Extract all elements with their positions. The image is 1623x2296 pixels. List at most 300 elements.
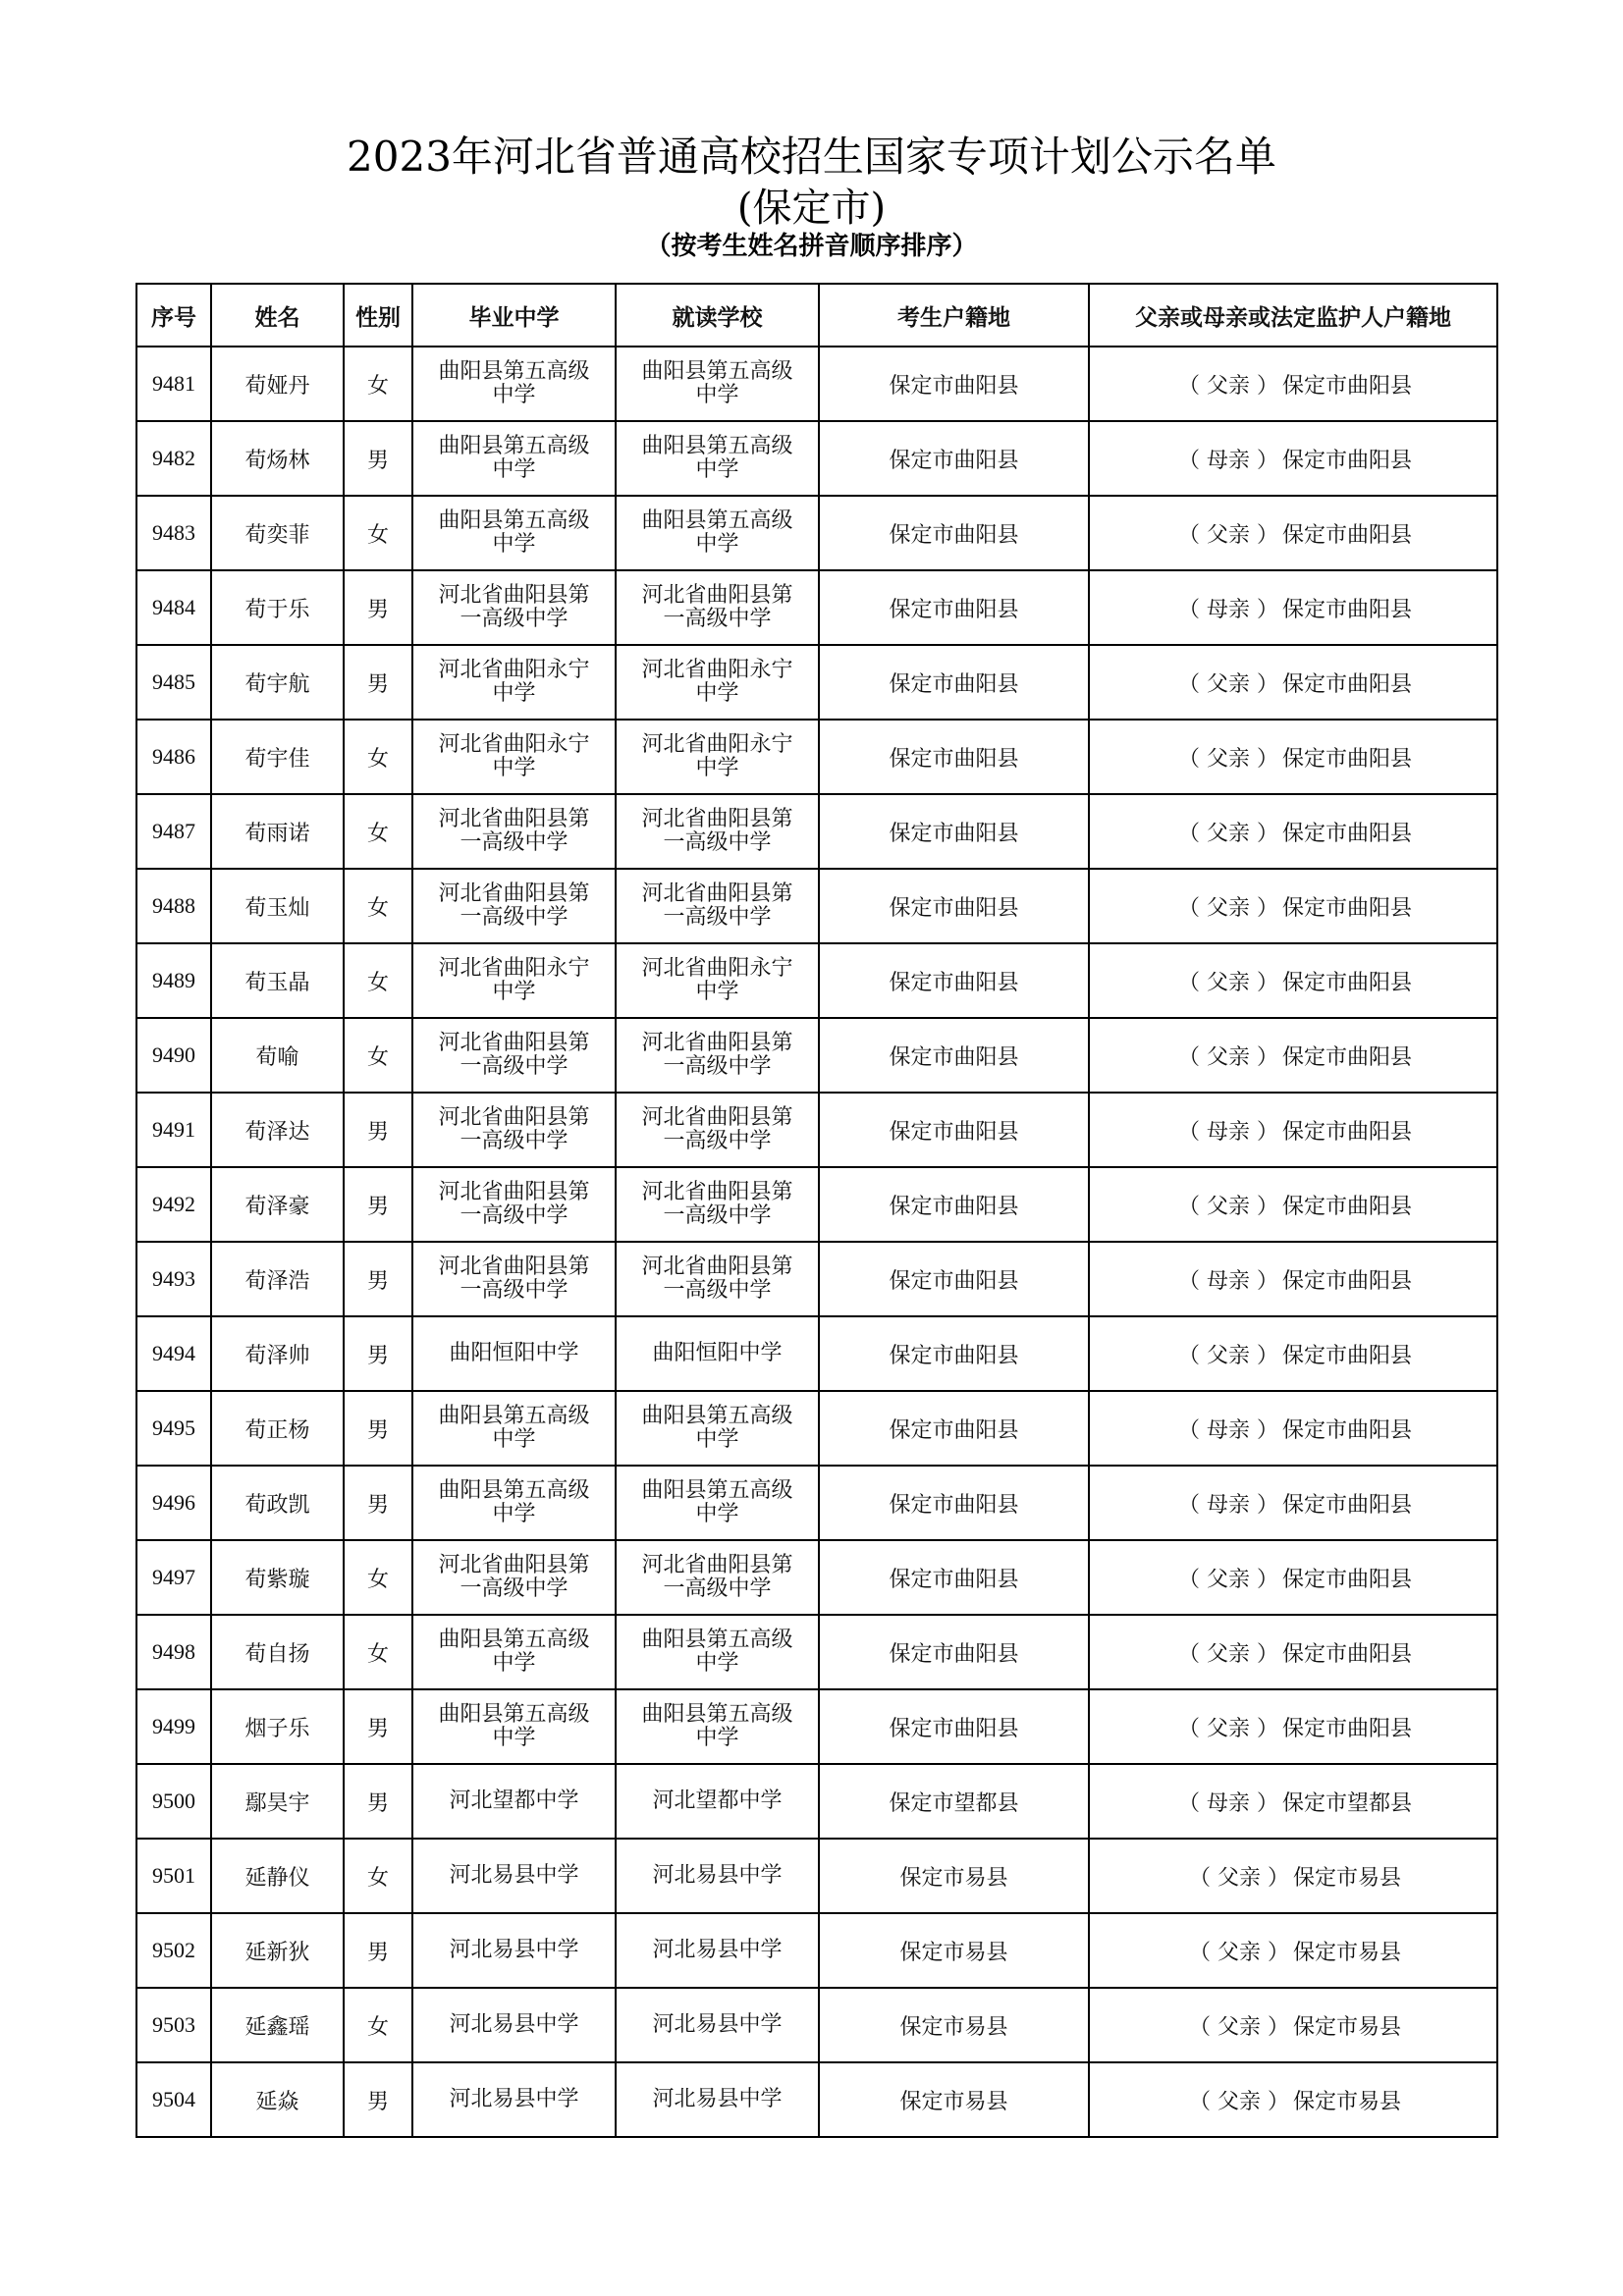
guardian-residence-cell (1089, 1391, 1497, 1466)
grad-school-cell-line: 一高级中学 (460, 905, 568, 930)
gender-cell: 女 (344, 1540, 412, 1615)
current-school-cell (616, 1764, 819, 1839)
seq-cell: 9488 (136, 869, 211, 943)
residence-cell: 保定市曲阳县 (819, 1391, 1089, 1466)
table-row (136, 1391, 1497, 1466)
guardian-relation: （ 父亲 ） (1177, 1343, 1278, 1368)
residence-cell: 保定市曲阳县 (819, 1540, 1089, 1615)
grad-school-cell-line: 河北省曲阳永宁 (438, 658, 590, 682)
table-row (136, 1540, 1497, 1615)
current-school-cell-line: 中学 (695, 980, 739, 1004)
current-school-cell-line: 中学 (695, 681, 739, 706)
guardian-place: 保定市曲阳县 (1281, 1567, 1412, 1592)
seq-cell: 9496 (136, 1466, 211, 1540)
current-school-cell (616, 1093, 819, 1167)
current-school-cell-line: 河北省曲阳永宁 (641, 732, 793, 757)
grad-school-cell-line: 河北易县中学 (449, 2012, 579, 2037)
guardian-relation: （ 母亲 ） (1177, 1790, 1278, 1816)
grad-school-cell-line: 一高级中学 (460, 1203, 568, 1228)
current-school-cell-line: 河北省曲阳县第 (641, 1255, 793, 1279)
guardian-relation: （ 父亲 ） (1177, 746, 1278, 772)
guardian-residence-cell (1089, 1093, 1497, 1167)
guardian-place: 保定市易县 (1292, 2014, 1401, 2040)
gender-cell: 男 (344, 1167, 412, 1242)
guardian-place: 保定市曲阳县 (1281, 1119, 1412, 1145)
seq-cell: 9490 (136, 1018, 211, 1093)
guardian-residence-cell (1089, 347, 1497, 421)
guardian-relation: （ 父亲 ） (1177, 895, 1278, 921)
residence-cell: 保定市曲阳县 (819, 869, 1089, 943)
gender-cell: 女 (344, 1615, 412, 1689)
residence-cell: 保定市曲阳县 (819, 1242, 1089, 1316)
guardian-place: 保定市易县 (1292, 2089, 1401, 2114)
guardian-residence-cell (1089, 645, 1497, 720)
current-school-cell-line: 河北省曲阳县第 (641, 1180, 793, 1204)
guardian-relation: （ 父亲 ） (1177, 1716, 1278, 1741)
seq-cell: 9502 (136, 1913, 211, 1988)
current-school-cell (616, 1839, 819, 1913)
current-school-cell-line: 一高级中学 (663, 1129, 772, 1153)
residence-cell: 保定市曲阳县 (819, 1093, 1089, 1167)
guardian-residence-cell (1089, 2062, 1497, 2137)
gender-cell: 男 (344, 1764, 412, 1839)
guardian-relation: （ 父亲 ） (1177, 821, 1278, 846)
grad-school-cell-line: 河北易县中学 (449, 1863, 579, 1888)
grad-school-cell (412, 1391, 616, 1466)
current-school-cell-line: 河北省曲阳县第 (641, 1031, 793, 1055)
gender-cell: 女 (344, 1988, 412, 2062)
guardian-relation: （ 父亲 ） (1177, 1044, 1278, 1070)
name-cell: 荀炀林 (211, 421, 344, 496)
guardian-relation: （ 母亲 ） (1177, 448, 1278, 473)
current-school-cell-line: 中学 (695, 1502, 739, 1526)
name-cell: 延静仪 (211, 1839, 344, 1913)
grad-school-cell (412, 1018, 616, 1093)
grad-school-cell (412, 1093, 616, 1167)
current-school-cell (616, 1242, 819, 1316)
header-residence: 考生户籍地 (819, 284, 1089, 347)
grad-school-cell-line: 曲阳县第五高级 (438, 1702, 590, 1727)
current-school-cell (616, 1316, 819, 1391)
guardian-place: 保定市曲阳县 (1281, 1492, 1412, 1518)
header-name: 姓名 (211, 284, 344, 347)
current-school-cell-line: 河北易县中学 (652, 1938, 783, 1962)
name-cell: 烟子乐 (211, 1689, 344, 1764)
grad-school-cell-line: 河北省曲阳县第 (438, 807, 590, 831)
current-school-cell (616, 794, 819, 869)
current-school-cell-line: 一高级中学 (663, 905, 772, 930)
name-cell: 荀泽豪 (211, 1167, 344, 1242)
current-school-cell-line: 河北省曲阳县第 (641, 881, 793, 906)
residence-cell: 保定市易县 (819, 2062, 1089, 2137)
current-school-cell-line: 一高级中学 (663, 1203, 772, 1228)
grad-school-cell-line: 一高级中学 (460, 1054, 568, 1079)
current-school-cell (616, 1988, 819, 2062)
guardian-residence-cell (1089, 1316, 1497, 1391)
current-school-cell-line: 河北省曲阳永宁 (641, 956, 793, 981)
guardian-residence-cell (1089, 1839, 1497, 1913)
grad-school-cell-line: 曲阳县第五高级 (438, 1628, 590, 1652)
current-school-cell-line: 河北省曲阳县第 (641, 583, 793, 608)
seq-cell: 9482 (136, 421, 211, 496)
seq-cell: 9487 (136, 794, 211, 869)
grad-school-cell (412, 943, 616, 1018)
table-row (136, 1988, 1497, 2062)
seq-cell: 9484 (136, 570, 211, 645)
name-cell: 荀正杨 (211, 1391, 344, 1466)
guardian-place: 保定市曲阳县 (1281, 746, 1412, 772)
guardian-residence-cell (1089, 1018, 1497, 1093)
grad-school-cell-line: 河北望都中学 (449, 1789, 579, 1813)
seq-cell: 9497 (136, 1540, 211, 1615)
table-row (136, 720, 1497, 794)
current-school-cell-line: 中学 (695, 1726, 739, 1750)
table-row (136, 1466, 1497, 1540)
current-school-cell (616, 1391, 819, 1466)
seq-cell: 9495 (136, 1391, 211, 1466)
grad-school-cell-line: 曲阳县第五高级 (438, 434, 590, 458)
seq-cell: 9499 (136, 1689, 211, 1764)
gender-cell: 女 (344, 794, 412, 869)
table-row (136, 1689, 1497, 1764)
current-school-cell-line: 河北省曲阳县第 (641, 807, 793, 831)
current-school-cell-line: 曲阳县第五高级 (641, 1702, 793, 1727)
table-row (136, 943, 1497, 1018)
seq-cell: 9504 (136, 2062, 211, 2137)
grad-school-cell-line: 中学 (492, 383, 536, 407)
gender-cell: 男 (344, 2062, 412, 2137)
table-row (136, 1018, 1497, 1093)
grad-school-cell-line: 曲阳县第五高级 (438, 1404, 590, 1428)
current-school-cell-line: 河北省曲阳永宁 (641, 658, 793, 682)
guardian-relation: （ 母亲 ） (1177, 1268, 1278, 1294)
current-school-cell (616, 347, 819, 421)
current-school-cell (616, 1689, 819, 1764)
guardian-relation: （ 母亲 ） (1177, 1492, 1278, 1518)
gender-cell: 女 (344, 869, 412, 943)
seq-cell: 9493 (136, 1242, 211, 1316)
residence-cell: 保定市曲阳县 (819, 1615, 1089, 1689)
guardian-residence-cell (1089, 1167, 1497, 1242)
guardian-place: 保定市曲阳县 (1281, 1716, 1412, 1741)
seq-cell: 9486 (136, 720, 211, 794)
grad-school-cell (412, 1689, 616, 1764)
current-school-cell (616, 570, 819, 645)
residence-cell: 保定市曲阳县 (819, 496, 1089, 570)
seq-cell: 9501 (136, 1839, 211, 1913)
guardian-place: 保定市曲阳县 (1281, 671, 1412, 697)
grad-school-cell (412, 347, 616, 421)
table-row (136, 869, 1497, 943)
seq-cell: 9500 (136, 1764, 211, 1839)
guardian-place: 保定市曲阳县 (1281, 1641, 1412, 1667)
guardian-relation: （ 父亲 ） (1188, 2014, 1289, 2040)
current-school-cell-line: 河北省曲阳县第 (641, 1105, 793, 1130)
residence-cell: 保定市望都县 (819, 1764, 1089, 1839)
grad-school-cell-line: 河北省曲阳县第 (438, 583, 590, 608)
grad-school-cell (412, 421, 616, 496)
guardian-relation: （ 父亲 ） (1177, 671, 1278, 697)
current-school-cell (616, 2062, 819, 2137)
name-cell: 荀泽浩 (211, 1242, 344, 1316)
guardian-place: 保定市曲阳县 (1281, 373, 1412, 399)
name-cell: 荀奕菲 (211, 496, 344, 570)
guardian-residence-cell (1089, 1764, 1497, 1839)
seq-cell: 9492 (136, 1167, 211, 1242)
header-guardian-residence: 父亲或母亲或法定监护人户籍地 (1089, 284, 1497, 347)
guardian-place: 保定市曲阳县 (1281, 1343, 1412, 1368)
current-school-cell (616, 1167, 819, 1242)
current-school-cell (616, 645, 819, 720)
grad-school-cell (412, 1167, 616, 1242)
grad-school-cell-line: 一高级中学 (460, 607, 568, 631)
gender-cell: 女 (344, 496, 412, 570)
current-school-cell-line: 河北望都中学 (652, 1789, 783, 1813)
name-cell: 荀娅丹 (211, 347, 344, 421)
guardian-place: 保定市曲阳县 (1281, 1044, 1412, 1070)
guardian-residence-cell (1089, 496, 1497, 570)
grad-school-cell-line: 曲阳县第五高级 (438, 359, 590, 384)
guardian-place: 保定市易县 (1292, 1940, 1401, 1965)
table-row (136, 421, 1497, 496)
grad-school-cell-line: 中学 (492, 1427, 536, 1452)
header-current-school: 就读学校 (616, 284, 819, 347)
current-school-cell-line: 中学 (695, 1427, 739, 1452)
residence-cell: 保定市曲阳县 (819, 1316, 1089, 1391)
residence-cell: 保定市曲阳县 (819, 1689, 1089, 1764)
current-school-cell-line: 河北省曲阳县第 (641, 1553, 793, 1577)
name-cell: 荀宇航 (211, 645, 344, 720)
current-school-cell (616, 496, 819, 570)
current-school-cell (616, 720, 819, 794)
seq-cell: 9485 (136, 645, 211, 720)
grad-school-cell-line: 河北省曲阳永宁 (438, 732, 590, 757)
table-row (136, 496, 1497, 570)
seq-cell: 9503 (136, 1988, 211, 2062)
current-school-cell-line: 中学 (695, 532, 739, 557)
current-school-cell (616, 421, 819, 496)
seq-cell: 9481 (136, 347, 211, 421)
guardian-relation: （ 母亲 ） (1177, 597, 1278, 622)
grad-school-cell-line: 河北易县中学 (449, 2087, 579, 2111)
grad-school-cell (412, 869, 616, 943)
current-school-cell (616, 1466, 819, 1540)
grad-school-cell-line: 中学 (492, 457, 536, 482)
current-school-cell (616, 1540, 819, 1615)
name-cell: 荀泽帅 (211, 1316, 344, 1391)
name-cell: 延焱 (211, 2062, 344, 2137)
grad-school-cell-line: 中学 (492, 1726, 536, 1750)
guardian-residence-cell (1089, 421, 1497, 496)
guardian-residence-cell (1089, 570, 1497, 645)
name-cell: 荀雨诺 (211, 794, 344, 869)
guardian-relation: （ 父亲 ） (1177, 1641, 1278, 1667)
guardian-relation: （ 父亲 ） (1177, 1194, 1278, 1219)
current-school-cell-line: 曲阳县第五高级 (641, 1628, 793, 1652)
grad-school-cell (412, 1615, 616, 1689)
table-row (136, 1615, 1497, 1689)
guardian-residence-cell (1089, 1242, 1497, 1316)
guardian-relation: （ 父亲 ） (1177, 970, 1278, 995)
grad-school-cell-line: 一高级中学 (460, 1129, 568, 1153)
header-row (136, 284, 1497, 347)
current-school-cell-line: 中学 (695, 383, 739, 407)
current-school-cell-line: 一高级中学 (663, 830, 772, 855)
seq-cell: 9491 (136, 1093, 211, 1167)
grad-school-cell-line: 河北省曲阳县第 (438, 1553, 590, 1577)
name-cell: 荀政凯 (211, 1466, 344, 1540)
name-cell: 鄢昊宇 (211, 1764, 344, 1839)
name-cell: 荀玉晶 (211, 943, 344, 1018)
grad-school-cell-line: 河北省曲阳永宁 (438, 956, 590, 981)
guardian-place: 保定市曲阳县 (1281, 970, 1412, 995)
grad-school-cell (412, 496, 616, 570)
grad-school-cell (412, 570, 616, 645)
guardian-place: 保定市曲阳县 (1281, 1268, 1412, 1294)
current-school-cell (616, 943, 819, 1018)
header-seq: 序号 (136, 284, 211, 347)
guardian-residence-cell (1089, 1615, 1497, 1689)
current-school-cell (616, 1615, 819, 1689)
guardian-place: 保定市曲阳县 (1281, 895, 1412, 921)
guardian-relation: （ 母亲 ） (1177, 1417, 1278, 1443)
gender-cell: 男 (344, 421, 412, 496)
grad-school-cell (412, 794, 616, 869)
guardian-residence-cell (1089, 1913, 1497, 1988)
grad-school-cell-line: 中学 (492, 1502, 536, 1526)
grad-school-cell (412, 720, 616, 794)
current-school-cell-line: 河北易县中学 (652, 1863, 783, 1888)
guardian-residence-cell (1089, 869, 1497, 943)
name-cell: 荀泽达 (211, 1093, 344, 1167)
grad-school-cell-line: 曲阳恒阳中学 (449, 1341, 579, 1365)
header-grad-school: 毕业中学 (412, 284, 616, 347)
name-cell: 荀于乐 (211, 570, 344, 645)
table-body (136, 347, 1497, 2137)
current-school-cell (616, 869, 819, 943)
residence-cell: 保定市曲阳县 (819, 645, 1089, 720)
grad-school-cell-line: 河北省曲阳县第 (438, 1105, 590, 1130)
current-school-cell-line: 中学 (695, 1651, 739, 1676)
residence-cell: 保定市曲阳县 (819, 1018, 1089, 1093)
header-gender: 性别 (344, 284, 412, 347)
gender-cell: 女 (344, 1018, 412, 1093)
guardian-relation: （ 母亲 ） (1177, 1119, 1278, 1145)
residence-cell: 保定市曲阳县 (819, 720, 1089, 794)
seq-cell: 9494 (136, 1316, 211, 1391)
current-school-cell (616, 1913, 819, 1988)
table-row (136, 570, 1497, 645)
residence-cell: 保定市曲阳县 (819, 1167, 1089, 1242)
grad-school-cell (412, 645, 616, 720)
name-cell: 荀紫璇 (211, 1540, 344, 1615)
gender-cell: 男 (344, 645, 412, 720)
guardian-residence-cell (1089, 794, 1497, 869)
gender-cell: 男 (344, 1242, 412, 1316)
grad-school-cell-line: 一高级中学 (460, 1278, 568, 1303)
residence-cell: 保定市曲阳县 (819, 421, 1089, 496)
current-school-cell-line: 曲阳县第五高级 (641, 1478, 793, 1503)
gender-cell: 男 (344, 1466, 412, 1540)
guardian-relation: （ 父亲 ） (1177, 522, 1278, 548)
roster-table (135, 283, 1498, 2138)
grad-school-cell-line: 河北省曲阳县第 (438, 1255, 590, 1279)
guardian-residence-cell (1089, 1689, 1497, 1764)
residence-cell: 保定市曲阳县 (819, 570, 1089, 645)
current-school-cell-line: 一高级中学 (663, 1278, 772, 1303)
current-school-cell-line: 中学 (695, 457, 739, 482)
guardian-residence-cell (1089, 1466, 1497, 1540)
grad-school-cell-line: 中学 (492, 1651, 536, 1676)
grad-school-cell (412, 1242, 616, 1316)
residence-cell: 保定市易县 (819, 1913, 1089, 1988)
guardian-residence-cell (1089, 1988, 1497, 2062)
current-school-cell-line: 河北易县中学 (652, 2087, 783, 2111)
current-school-cell-line: 河北易县中学 (652, 2012, 783, 2037)
guardian-place: 保定市曲阳县 (1281, 448, 1412, 473)
table-row (136, 1913, 1497, 1988)
name-cell: 荀宇佳 (211, 720, 344, 794)
grad-school-cell-line: 中学 (492, 980, 536, 1004)
grad-school-cell-line: 一高级中学 (460, 830, 568, 855)
guardian-relation: （ 父亲 ） (1188, 2089, 1289, 2114)
grad-school-cell-line: 河北省曲阳县第 (438, 1031, 590, 1055)
residence-cell: 保定市曲阳县 (819, 1466, 1089, 1540)
seq-cell: 9498 (136, 1615, 211, 1689)
current-school-cell (616, 1018, 819, 1093)
table-row (136, 2062, 1497, 2137)
current-school-cell-line: 曲阳县第五高级 (641, 434, 793, 458)
current-school-cell-line: 中学 (695, 756, 739, 780)
name-cell: 延鑫瑶 (211, 1988, 344, 2062)
guardian-place: 保定市曲阳县 (1281, 522, 1412, 548)
table-row (136, 794, 1497, 869)
document-title: 2023年河北省普通高校招生国家专项计划公示名单 (347, 133, 1276, 181)
gender-cell: 男 (344, 570, 412, 645)
grad-school-cell (412, 1764, 616, 1839)
gender-cell: 男 (344, 1093, 412, 1167)
seq-cell: 9483 (136, 496, 211, 570)
residence-cell: 保定市曲阳县 (819, 794, 1089, 869)
table-row (136, 1093, 1497, 1167)
grad-school-cell-line: 中学 (492, 681, 536, 706)
grad-school-cell (412, 1913, 616, 1988)
gender-cell: 女 (344, 943, 412, 1018)
grad-school-cell (412, 1540, 616, 1615)
name-cell: 延新狄 (211, 1913, 344, 1988)
residence-cell: 保定市曲阳县 (819, 943, 1089, 1018)
current-school-cell-line: 曲阳县第五高级 (641, 1404, 793, 1428)
guardian-residence-cell (1089, 1540, 1497, 1615)
guardian-place: 保定市易县 (1292, 1865, 1401, 1891)
table-row (136, 645, 1497, 720)
guardian-place: 保定市曲阳县 (1281, 597, 1412, 622)
guardian-relation: （ 父亲 ） (1188, 1865, 1289, 1891)
residence-cell: 保定市曲阳县 (819, 347, 1089, 421)
guardian-relation: （ 父亲 ） (1177, 1567, 1278, 1592)
grad-school-cell-line: 河北省曲阳县第 (438, 1180, 590, 1204)
grad-school-cell (412, 1466, 616, 1540)
grad-school-cell-line: 一高级中学 (460, 1576, 568, 1601)
gender-cell: 女 (344, 720, 412, 794)
grad-school-cell-line: 河北省曲阳县第 (438, 881, 590, 906)
guardian-place: 保定市望都县 (1281, 1790, 1412, 1816)
name-cell: 荀玉灿 (211, 869, 344, 943)
current-school-cell-line: 曲阳县第五高级 (641, 359, 793, 384)
guardian-relation: （ 父亲 ） (1188, 1940, 1289, 1965)
gender-cell: 女 (344, 347, 412, 421)
guardian-residence-cell (1089, 720, 1497, 794)
